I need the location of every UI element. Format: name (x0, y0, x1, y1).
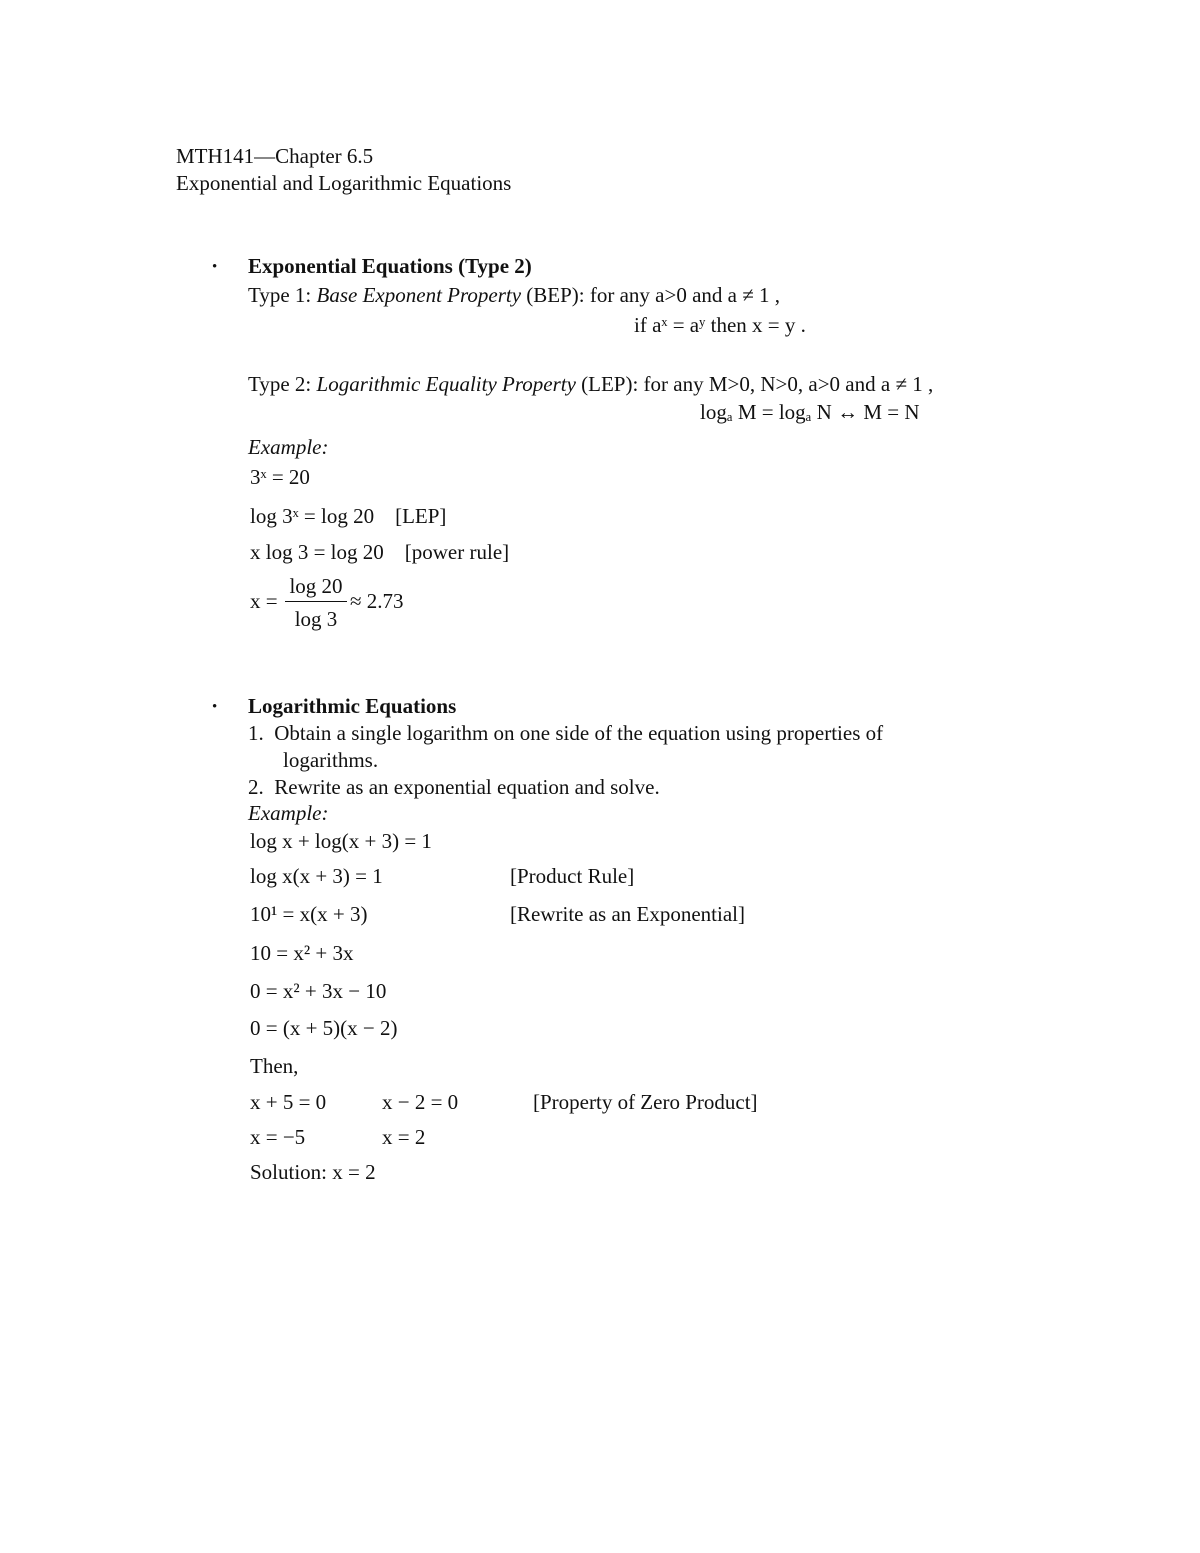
bullet-icon: • (212, 699, 218, 715)
type2-prefix: Type 2: (248, 372, 317, 396)
type1-prefix: Type 1: (248, 283, 317, 307)
type2-condition: logₐ M = logₐ N ↔ M = N (700, 400, 920, 424)
type1-condition: if aˣ = aʸ then x = y . (634, 313, 806, 337)
section-heading-logarithmic: Logarithmic Equations (248, 694, 457, 718)
fraction-numerator: log 20 (289, 574, 343, 598)
example-label: Example: (248, 801, 329, 825)
example2-line-6: 0 = (x + 5)(x − 2) (250, 1016, 398, 1040)
type2-definition (248, 374, 933, 395)
case-2-equation: x − 2 = 0 (382, 1090, 459, 1114)
bullet-icon: • (212, 259, 218, 275)
example2-note-3: [Rewrite as an Exponential] (510, 902, 745, 926)
case-2-result: x = 2 (382, 1125, 426, 1149)
example2-line-5: 0 = x² + 3x − 10 (250, 979, 387, 1003)
then-label: Then, (250, 1054, 299, 1078)
type1-definition (248, 285, 780, 306)
page-subtitle: Exponential and Logarithmic Equations (176, 171, 512, 195)
example1-step-3: x log 3 = log 20 [power rule] (250, 540, 510, 564)
example2-line-4: 10 = x² + 3x (250, 941, 354, 965)
type2-name: Logarithmic Equality Property (316, 372, 576, 396)
final-rhs: ≈ 2.73 (350, 589, 404, 613)
example1-step-1: 3ˣ = 20 (250, 465, 310, 489)
example2-line-3: 10¹ = x(x + 3) (250, 902, 368, 926)
solution-line: Solution: x = 2 (250, 1160, 376, 1184)
fraction-bar (285, 601, 347, 602)
example2-line-2: log x(x + 3) = 1 (250, 864, 383, 888)
course-title: MTH141—Chapter 6.5 (176, 144, 374, 168)
section-heading-exponential: Exponential Equations (Type 2) (248, 254, 532, 278)
case-1-result: x = −5 (250, 1125, 306, 1149)
final-lhs: x = (250, 589, 278, 613)
case-1-equation: x + 5 = 0 (250, 1090, 327, 1114)
type1-rest: (BEP): for any a>0 and a ≠ 1 , (521, 283, 781, 307)
procedure-step-1-cont: logarithms. (283, 748, 379, 772)
procedure-step-2: 2. Rewrite as an exponential equation and solve. (248, 775, 660, 799)
zero-product-note: [Property of Zero Product] (533, 1090, 758, 1114)
example2-note-2: [Product Rule] (510, 864, 635, 888)
example-label: Example: (248, 435, 329, 459)
type2-rest: (LEP): for any M>0, N>0, a>0 and a ≠ 1 , (575, 372, 934, 396)
example2-line-1: log x + log(x + 3) = 1 (250, 829, 432, 853)
example1-step-2: log 3ˣ = log 20 [LEP] (250, 504, 447, 528)
fraction-denominator: log 3 (294, 607, 338, 631)
procedure-step-1: 1. Obtain a single logarithm on one side of the equation using properties of (248, 721, 884, 745)
type1-name: Base Exponent Property (316, 283, 522, 307)
